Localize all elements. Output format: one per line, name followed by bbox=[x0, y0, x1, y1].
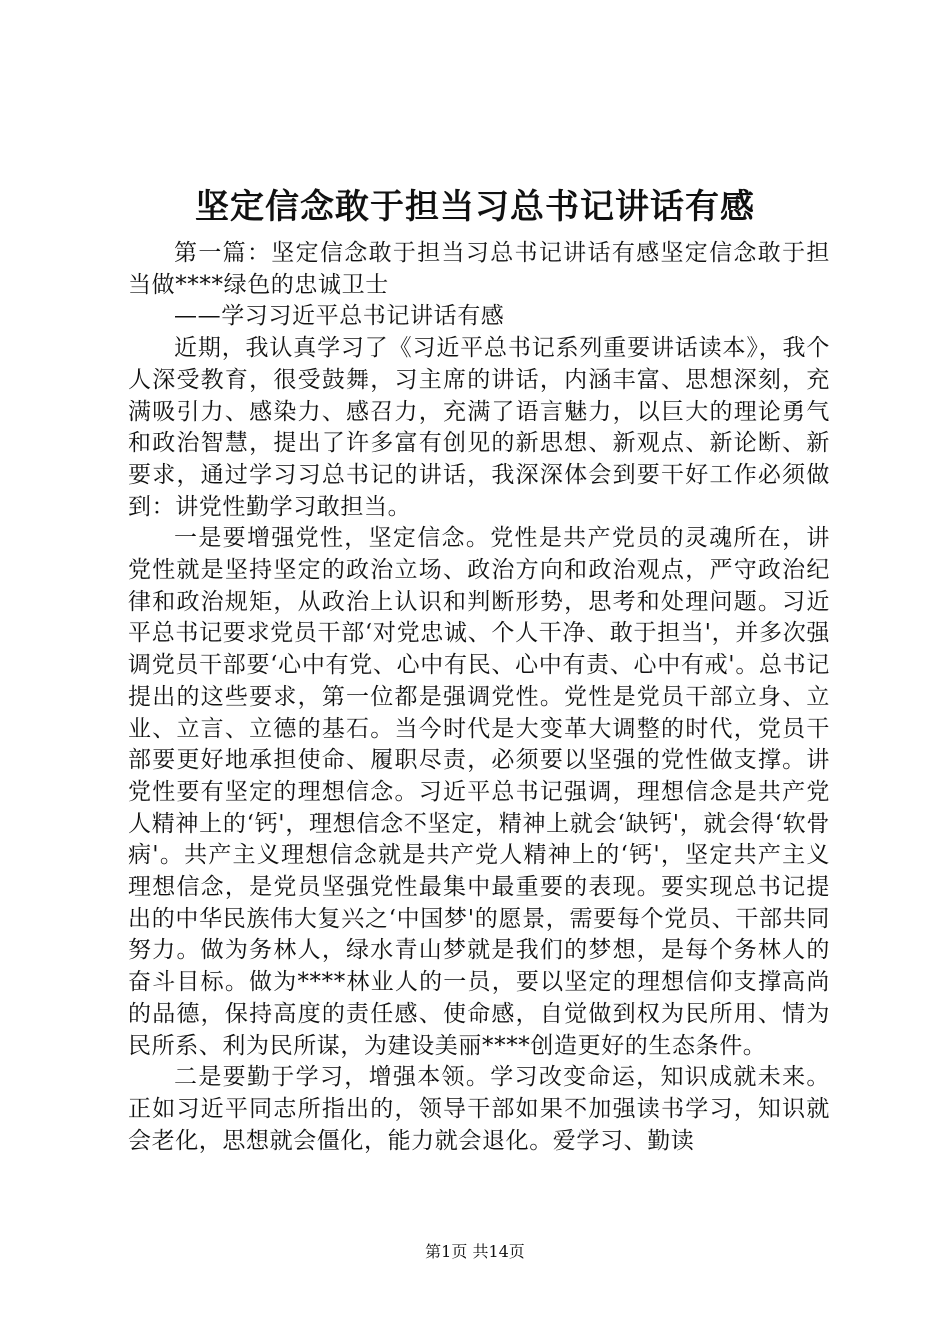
document-body bbox=[128, 238, 830, 1157]
paragraph-subtitle: ——学习习近平总书记讲话有感 bbox=[174, 303, 505, 330]
paragraph-point-two: 二是要勤于学习，增强本领。学习改变命运，知识成就未来。正如习近平同志所指出的，领导干部如果不加强读书学习，知识就会老化，思想就会僵化，能力就会退化。爱学习、勤读 bbox=[128, 1064, 830, 1154]
page-number-footer: 第1页 共14页 bbox=[425, 1242, 525, 1261]
document-title: 坚定信念敢于担当习总书记讲话有感 bbox=[195, 187, 755, 227]
paragraph-heading: 第一篇：坚定信念敢于担当习总书记讲话有感坚定信念敢于担当做****绿色的忠诚卫士 bbox=[128, 240, 830, 298]
paragraph-intro: 近期，我认真学习了《习近平总书记系列重要讲话读本》，我个人深受教育，很受鼓舞，习主席的讲话，内涵丰富、思想深刻，充满吸引力、感染力、感召力，充满了语言魅力，以巨大的理论勇气和政治智慧，提出了许多富有创见的新思想、新观点、新论断、新要求，通过学习习总书记的讲话，我深深体会到要干好工作必须做到：讲党性勤学习敢担当。 bbox=[128, 335, 830, 520]
paragraph-point-one: 一是要增强党性，坚定信念。党性是共产党员的灵魂所在，讲党性就是坚持坚定的政治立场、政治方向和政治观点，严守政治纪律和政治规矩，从政治上认识和判断形势，思考和处理问题。习近平总书记要求党员干部‘对党忠诚、个人干净、敢于担当'，并多次强调党员干部要‘心中有党、心中有民、心中有责、心中有戒'。总书记提出的这些要求，第一位都是强调党性。党性是党员干部立身、立业、立言、立德的基石。当今时代是大变革大调整的时代，党员干部要更好地承担使命、履职尽责，必须要以坚强的党性做支撑。讲党性要有坚定的理想信念。习近平总书记强调，理想信念是共产党人精神上的‘钙'，理想信念不坚定，精神上就会‘缺钙'，就会得‘软骨病'。共产主义理想信念就是共产党人精神上的‘钙'，坚定共产主义理想信念，是党员坚强党性最集中最重要的表现。要实现总书记提出的中华民族伟大复兴之‘中国梦'的愿景，需要每个党员、干部共同努力。做为务林人，绿水青山梦就是我们的梦想，是每个务林人的奋斗目标。做为****林业人的一员，要以坚定的理想信仰支撑高尚的品德，保持高度的责任感、使命感，自觉做到权为民所用、情为民所系、利为民所谋，为建设美丽****创造更好的生态条件。 bbox=[128, 525, 830, 1059]
